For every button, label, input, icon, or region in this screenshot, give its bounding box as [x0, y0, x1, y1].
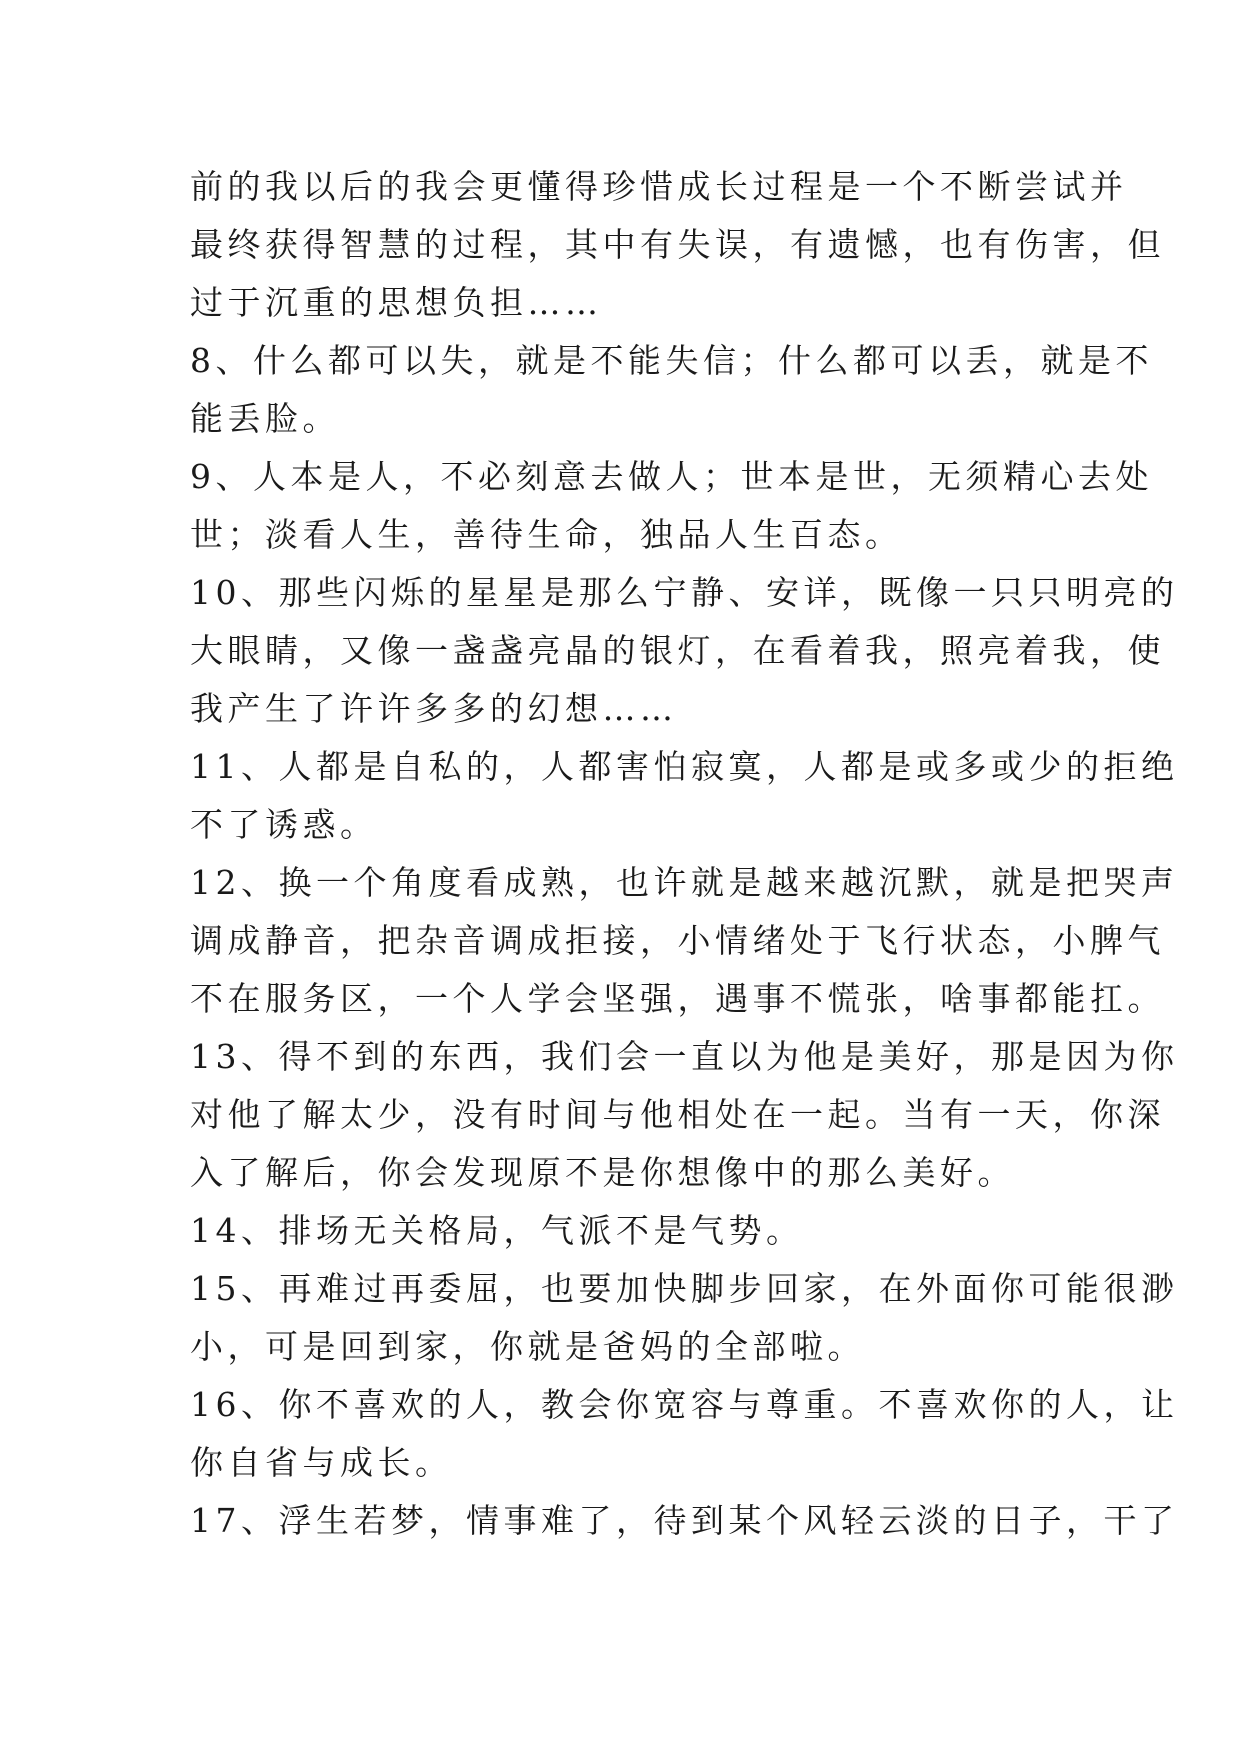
text-line: 17、浮生若梦，情事难了，待到某个风轻云淡的日子，干了	[190, 1501, 1179, 1540]
text-line: 13、得不到的东西，我们会一直以为他是美好，那是因为你	[190, 1037, 1179, 1076]
paragraph	[190, 1376, 1179, 1492]
paragraph	[190, 448, 1153, 564]
text-line: 过于沉重的思想负担……	[190, 283, 603, 322]
text-line: 大眼睛，又像一盏盏亮晶的银灯，在看着我，照亮着我，使	[190, 631, 1165, 670]
text-line: 14、排场无关格局，气派不是气势。	[190, 1211, 804, 1250]
paragraph	[190, 1028, 1179, 1202]
paragraph	[190, 564, 1179, 738]
text-line: 不了诱惑。	[190, 805, 378, 844]
text-line: 最终获得智慧的过程，其中有失误，有遗憾，也有伤害，但	[190, 225, 1165, 264]
text-line: 世；淡看人生，善待生命，独品人生百态。	[190, 515, 903, 554]
paragraph	[190, 1202, 1070, 1260]
text-line: 不在服务区，一个人学会坚强，遇事不慌张，啥事都能扛。	[190, 979, 1165, 1018]
paragraph	[190, 738, 1179, 854]
text-line: 调成静音，把杂音调成拒接，小情绪处于飞行状态，小脾气	[190, 921, 1165, 960]
paragraph	[190, 332, 1153, 448]
paragraph	[190, 1260, 1179, 1376]
text-line: 小，可是回到家，你就是爸妈的全部啦。	[190, 1327, 865, 1366]
text-line: 你自省与成长。	[190, 1443, 453, 1482]
text-line: 前的我以后的我会更懂得珍惜成长过程是一个不断尝试并	[190, 167, 1128, 206]
paragraph	[190, 854, 1179, 1028]
text-line: 入了解后，你会发现原不是你想像中的那么美好。	[190, 1153, 1015, 1192]
text-line: 能丢脸。	[190, 399, 340, 438]
text-line: 12、换一个角度看成熟，也许就是越来越沉默，就是把哭声	[190, 863, 1179, 902]
text-line: 8、什么都可以失，就是不能失信；什么都可以丢，就是不	[190, 341, 1153, 380]
text-line: 11、人都是自私的，人都害怕寂寞，人都是或多或少的拒绝	[190, 747, 1179, 786]
text-line: 15、再难过再委屈，也要加快脚步回家，在外面你可能很渺	[190, 1269, 1179, 1308]
paragraph	[190, 1492, 1179, 1550]
text-line: 9、人本是人，不必刻意去做人；世本是世，无须精心去处	[190, 457, 1153, 496]
text-line: 对他了解太少，没有时间与他相处在一起。当有一天，你深	[190, 1095, 1165, 1134]
text-line: 10、那些闪烁的星星是那么宁静、安详，既像一只只明亮的	[190, 573, 1179, 612]
text-line: 16、你不喜欢的人，教会你宽容与尊重。不喜欢你的人，让	[190, 1385, 1179, 1424]
document-body	[190, 158, 1179, 1550]
text-line: 我产生了许许多多的幻想……	[190, 689, 678, 728]
paragraph	[190, 158, 1165, 332]
